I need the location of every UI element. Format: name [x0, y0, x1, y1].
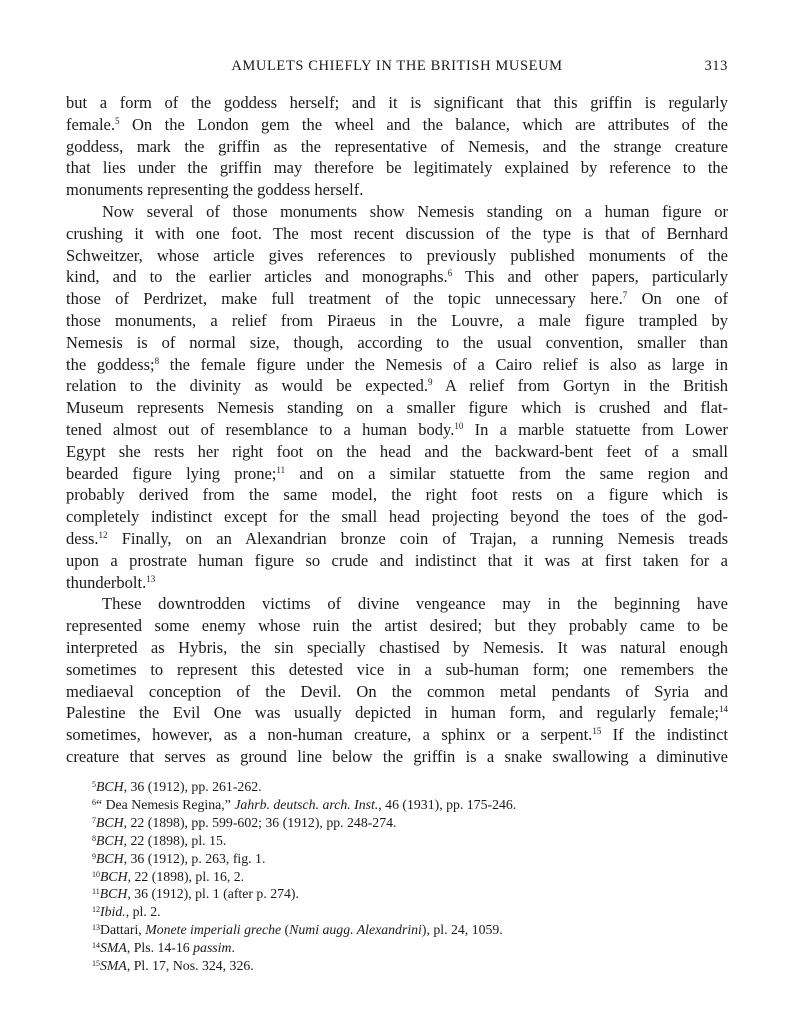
text-line: Museum represents Nemesis standing on a smaller figure which is crushed and flat- [66, 398, 728, 418]
text-line: Now several of those monuments show Nemesis standing on a human figure or [102, 201, 728, 221]
footnote: $^{13}$Dattari, Monete imperiali greche (Numi augg. Alexandrini), pl. 24, 1059. [92, 922, 503, 938]
text-line: sometimes, however, as a non-human creature, a sphinx or a serpent.$^{15}$ If the indistinct [66, 725, 728, 745]
footnote: $^8$BCH, 22 (1898), pl. 15. [92, 832, 227, 848]
text-line: monuments representing the goddess herself. [66, 180, 364, 200]
footnote-ref: 15 [592, 726, 602, 737]
text-line: represented some enemy whose ruin the artist desired; but they probably came to be [66, 616, 728, 636]
text-line: tened almost out of resemblance to a human body.$^{10}$ In a marble statuette from Lower [66, 419, 728, 439]
text-line: upon a prostrate human figure so crude and indistinct that it was at first taken for a [66, 550, 728, 570]
footnote-ref: 13 [146, 573, 156, 584]
footnote-ref: 5 [115, 115, 120, 126]
text-line: dess.$^{12}$ Finally, on an Alexandrian bronze coin of Trajan, a running Nemesis treads [66, 528, 728, 548]
text-line: These downtrodden victims of divine vengeance may in the beginning have [102, 594, 728, 614]
footnote: $^{12}$Ibid., pl. 2. [92, 904, 161, 920]
text-line: Schweitzer, whose article gives references to previously published monuments of the [66, 245, 728, 265]
footnote-ref: 7 [622, 290, 628, 301]
text-line: sometimes to represent this detested vice in a sub-human form; one remembers the [66, 659, 728, 679]
footnote: $^7$BCH, 22 (1898), pp. 599-602; 36 (1912), pp. 248-274. [92, 814, 397, 830]
text-line: relation to the divinity as would be expected.$^9$ A relief from Gortyn in the British [66, 376, 728, 396]
footnote-ref: 6 [447, 268, 453, 279]
footnote: $^5$BCH, 36 (1912), pp. 261-262. [92, 779, 262, 794]
text-line: Nemesis is of normal size, though, according to the usual convention, smaller than [66, 332, 728, 352]
text-line: interpreted as Hybris, the sin specially chastised by Nemesis. It was natural enough [66, 637, 728, 657]
text-line: crushing it with one foot. The most recent discussion of the type is that of Bernhard [66, 223, 728, 243]
text-line: probably derived from the same model, the right foot rests on a figure which is [66, 485, 728, 505]
footnote: $^9$BCH, 36 (1912), p. 263, fig. 1. [92, 850, 266, 866]
text-line: those monuments, a relief from Piraeus in the Louvre, a male figure trampled by [66, 310, 728, 330]
text-line: Palestine the Evil One was usually depicted in human form, and regularly female;$^{14}$ [66, 703, 728, 723]
text-line: the goddess;$^8$ the female figure under the Nemesis of a Cairo relief is also as large in [66, 354, 728, 374]
text-line: but a form of the goddess herself; and it is significant that this griffin is regularly [66, 93, 728, 112]
footnotes [92, 778, 692, 975]
text-line: female.$^5$ On the London gem the wheel and the balance, which are attributes of the [66, 114, 728, 134]
footnote-ref: 9 [427, 377, 433, 388]
footnote-ref: 11 [276, 464, 286, 475]
footnote: $^{15}$SMA, Pl. 17, Nos. 324, 326. [92, 958, 254, 974]
text-line: creature that serves as ground line below the griffin is a snake swallowing a diminutive [66, 746, 728, 766]
footnote: $^{10}$BCH, 22 (1898), pl. 16, 2. [92, 868, 245, 884]
text-line: Egypt she rests her right foot on the head and the backward-bent feet of a small [66, 441, 728, 461]
text-line: goddess, mark the griffin as the representative of Nemesis, and the strange creature [66, 136, 728, 156]
text-line: completely indistinct except for the small head projecting beyond the toes of the god- [66, 507, 728, 527]
footnote: $^{14}$SMA, Pls. 14-16 passim. [92, 940, 235, 956]
text-line: bearded figure lying prone;$^{11}$ and on a similar statuette from the same region and [66, 463, 729, 483]
text-line: kind, and to the earlier articles and monographs.$^6$ This and other papers, particularly [66, 267, 728, 287]
footnote: $^6$“ Dea Nemesis Regina,” Jahrb. deutsch. arch. Inst., 46 (1931), pp. 175-246. [92, 796, 517, 812]
body-text [66, 92, 728, 768]
text-line: thunderbolt.$^{13}$ [66, 572, 156, 592]
text-line: those of Perdrizet, make full treatment of the topic unnecessary here.$^7$ On one of [66, 289, 728, 309]
page-number: 313 [704, 58, 728, 74]
footnote-ref: 14 [719, 704, 728, 715]
footnote-ref: 10 [454, 420, 464, 431]
text-line: that lies under the griffin may therefore be legitimately explained by reference to the [66, 158, 728, 178]
footnote-ref: 12 [98, 529, 108, 540]
text-line: mediaeval conception of the Devil. On the common metal pendants of Syria and [66, 681, 728, 701]
running-title: AMULETS CHIEFLY IN THE BRITISH MUSEUM [231, 58, 563, 74]
footnote: $^{11}$BCH, 36 (1912), pl. 1 (after p. 274). [92, 886, 299, 902]
footnote-ref: 8 [154, 355, 160, 366]
